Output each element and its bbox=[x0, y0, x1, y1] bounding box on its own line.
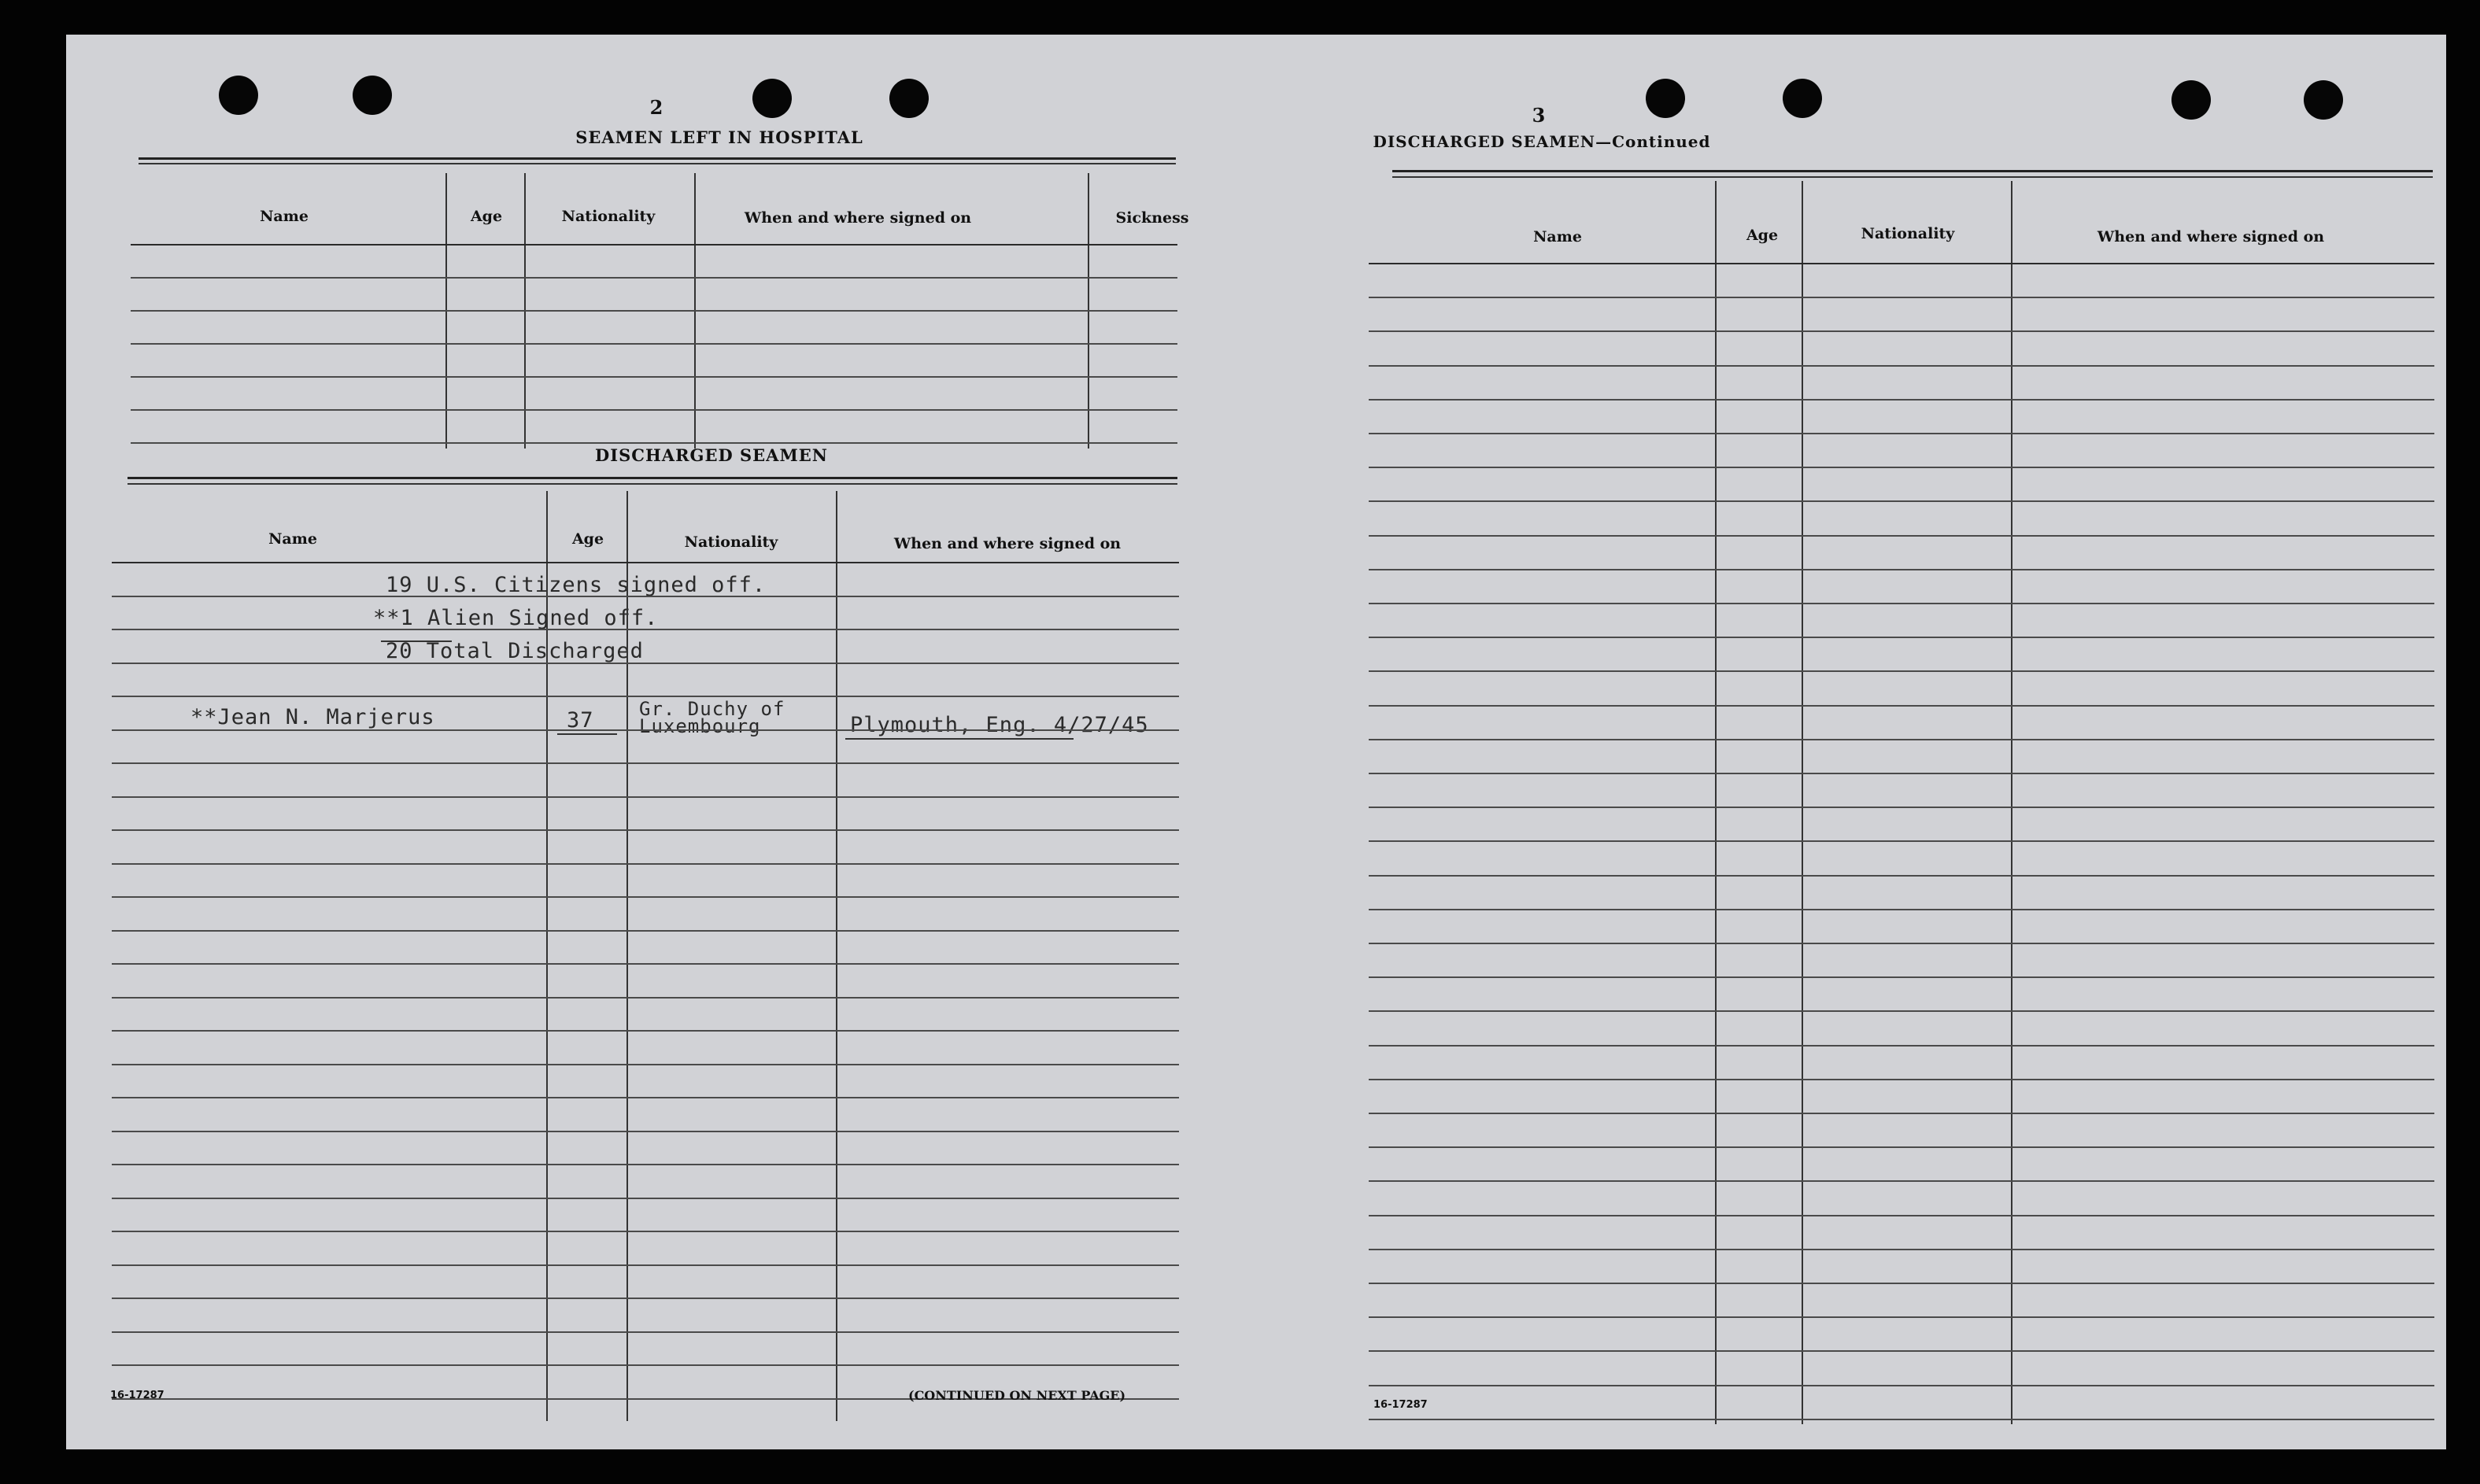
entry-nationality-line2: Luxembourg bbox=[639, 715, 761, 737]
table-row-line bbox=[112, 596, 1179, 597]
table-row-line bbox=[112, 1131, 1179, 1132]
discharged-continued-table bbox=[1369, 181, 2434, 1424]
col-header-sickness: Sickness bbox=[1115, 209, 1189, 227]
binder-hole bbox=[2304, 80, 2343, 120]
right-page bbox=[1258, 35, 2446, 1449]
table-row-line bbox=[1369, 1045, 2434, 1047]
table-row-line bbox=[1369, 637, 2434, 638]
table-row-line bbox=[112, 1030, 1179, 1032]
col-header-signed-on: When and where signed on bbox=[744, 209, 972, 227]
table-row-line bbox=[112, 696, 1179, 697]
table-row-line bbox=[112, 796, 1179, 798]
entry-signed-on-underline bbox=[845, 738, 1074, 740]
table-row-line bbox=[1369, 976, 2434, 978]
table-row-line bbox=[1369, 297, 2434, 298]
col-header-name: Name bbox=[268, 530, 317, 548]
binder-hole bbox=[1783, 79, 1822, 118]
table-row-line bbox=[1369, 705, 2434, 707]
col-header-nationality: Nationality bbox=[561, 208, 656, 225]
table-row-line bbox=[112, 629, 1179, 630]
binder-hole bbox=[1646, 79, 1685, 118]
entry-name: **Jean N. Marjerus bbox=[190, 705, 435, 729]
entry-age-underline bbox=[557, 733, 617, 735]
col-header-age: Age bbox=[1746, 227, 1779, 244]
table-row-line bbox=[1369, 1146, 2434, 1148]
left-page bbox=[66, 35, 1258, 1449]
ledger-sheet bbox=[66, 35, 2446, 1449]
table-row-line bbox=[1369, 670, 2434, 672]
column-divider bbox=[626, 491, 628, 1421]
table-row-line bbox=[112, 663, 1179, 664]
table-row-line bbox=[112, 863, 1179, 865]
table-row-line bbox=[112, 1331, 1179, 1333]
binder-hole bbox=[752, 79, 792, 118]
table-row-line bbox=[1369, 1010, 2434, 1012]
column-divider bbox=[836, 491, 837, 1421]
table-row-line bbox=[112, 997, 1179, 999]
table-row-line bbox=[1369, 603, 2434, 604]
table-row-line bbox=[1369, 807, 2434, 808]
table-row-line bbox=[1369, 1419, 2434, 1420]
table-row-line bbox=[131, 442, 1177, 444]
continued-note: (CONTINUED ON NEXT PAGE) bbox=[908, 1388, 1126, 1403]
hospital-table bbox=[131, 173, 1189, 449]
right-top-rule bbox=[1392, 170, 2433, 172]
table-row-line bbox=[1369, 773, 2434, 774]
discharged-top-rule bbox=[128, 477, 1177, 479]
table-row-line bbox=[112, 1097, 1179, 1098]
table-row-line bbox=[112, 1231, 1179, 1232]
table-row-line bbox=[131, 376, 1177, 378]
table-row-line bbox=[112, 1264, 1179, 1266]
table-row-line bbox=[1369, 840, 2434, 842]
summary-line-citizens: 19 U.S. Citizens signed off. bbox=[386, 573, 767, 597]
table-row-line bbox=[1369, 1180, 2434, 1182]
table-row-line bbox=[1369, 909, 2434, 910]
column-divider bbox=[1802, 181, 1803, 1424]
continued-section-title: DISCHARGED SEAMEN—Continued bbox=[1373, 132, 1711, 151]
table-row-line bbox=[131, 277, 1177, 279]
table-row-line bbox=[131, 343, 1177, 345]
column-divider bbox=[2011, 181, 2012, 1424]
entry-nationality-line1: Gr. Duchy of bbox=[639, 698, 785, 720]
page-number: 3 bbox=[1532, 104, 1546, 127]
discharged-top-rule-2 bbox=[128, 483, 1177, 485]
table-row-line bbox=[131, 310, 1177, 312]
table-row-line bbox=[1369, 365, 2434, 367]
binder-hole bbox=[2171, 80, 2211, 120]
col-header-signed-on: When and where signed on bbox=[893, 535, 1122, 552]
table-row-line bbox=[1369, 1113, 2434, 1114]
table-row-line bbox=[112, 1064, 1179, 1065]
discharged-section-title: DISCHARGED SEAMEN bbox=[595, 445, 828, 465]
table-row-line bbox=[112, 963, 1179, 965]
entry-signed-on: Plymouth, Eng. 4/27/45 bbox=[850, 713, 1149, 737]
binder-hole bbox=[353, 76, 392, 115]
discharged-table bbox=[112, 491, 1179, 1421]
summary-line-total: 20 Total Discharged bbox=[386, 639, 644, 663]
col-header-age: Age bbox=[470, 208, 503, 225]
summary-line-alien: **1 Alien Signed off. bbox=[373, 606, 659, 630]
table-row-line bbox=[112, 1298, 1179, 1299]
column-divider bbox=[1715, 181, 1717, 1424]
col-header-name: Name bbox=[260, 208, 309, 225]
table-row-line bbox=[1369, 1283, 2434, 1284]
table-row-line bbox=[1369, 1385, 2434, 1386]
table-row-line bbox=[1369, 1350, 2434, 1352]
col-header-nationality: Nationality bbox=[1861, 225, 1955, 242]
table-row-line bbox=[1369, 330, 2434, 332]
table-row-line bbox=[1369, 1215, 2434, 1216]
page-number: 2 bbox=[649, 96, 663, 119]
binder-hole bbox=[219, 76, 258, 115]
table-row-line bbox=[112, 729, 1179, 731]
table-row-line bbox=[112, 896, 1179, 898]
hospital-top-rule-2 bbox=[139, 163, 1176, 164]
table-row-line bbox=[112, 829, 1179, 831]
table-row-line bbox=[112, 1364, 1179, 1366]
hospital-section-title: SEAMEN LEFT IN HOSPITAL bbox=[575, 127, 863, 147]
header-divider bbox=[131, 244, 1177, 245]
form-number: 16-17287 bbox=[1373, 1399, 1428, 1411]
col-header-age: Age bbox=[571, 530, 604, 548]
col-header-name: Name bbox=[1533, 228, 1582, 245]
column-divider bbox=[546, 491, 548, 1421]
col-header-signed-on: When and where signed on bbox=[2097, 228, 2325, 245]
header-divider bbox=[112, 562, 1179, 563]
table-row-line bbox=[1369, 467, 2434, 468]
table-row-line bbox=[1369, 433, 2434, 434]
right-top-rule-2 bbox=[1392, 176, 2433, 178]
table-row-line bbox=[1369, 500, 2434, 502]
col-header-nationality: Nationality bbox=[684, 533, 778, 551]
table-row-line bbox=[112, 1198, 1179, 1199]
table-row-line bbox=[112, 762, 1179, 764]
entry-age: 37 bbox=[567, 708, 594, 733]
table-row-line bbox=[1369, 399, 2434, 401]
binder-hole bbox=[889, 79, 929, 118]
table-row-line bbox=[1369, 1316, 2434, 1318]
table-row-line bbox=[1369, 569, 2434, 570]
table-row-line bbox=[131, 409, 1177, 411]
table-row-line bbox=[1369, 943, 2434, 944]
table-row-line bbox=[112, 1164, 1179, 1165]
table-row-line bbox=[1369, 1249, 2434, 1250]
table-row-line bbox=[1369, 739, 2434, 740]
table-row-line bbox=[1369, 875, 2434, 877]
form-number: 16-17287 bbox=[110, 1390, 164, 1401]
header-divider bbox=[1369, 263, 2434, 264]
table-row-line bbox=[1369, 1079, 2434, 1080]
table-row-line bbox=[1369, 535, 2434, 537]
hospital-top-rule bbox=[139, 157, 1176, 160]
table-row-line bbox=[112, 930, 1179, 932]
